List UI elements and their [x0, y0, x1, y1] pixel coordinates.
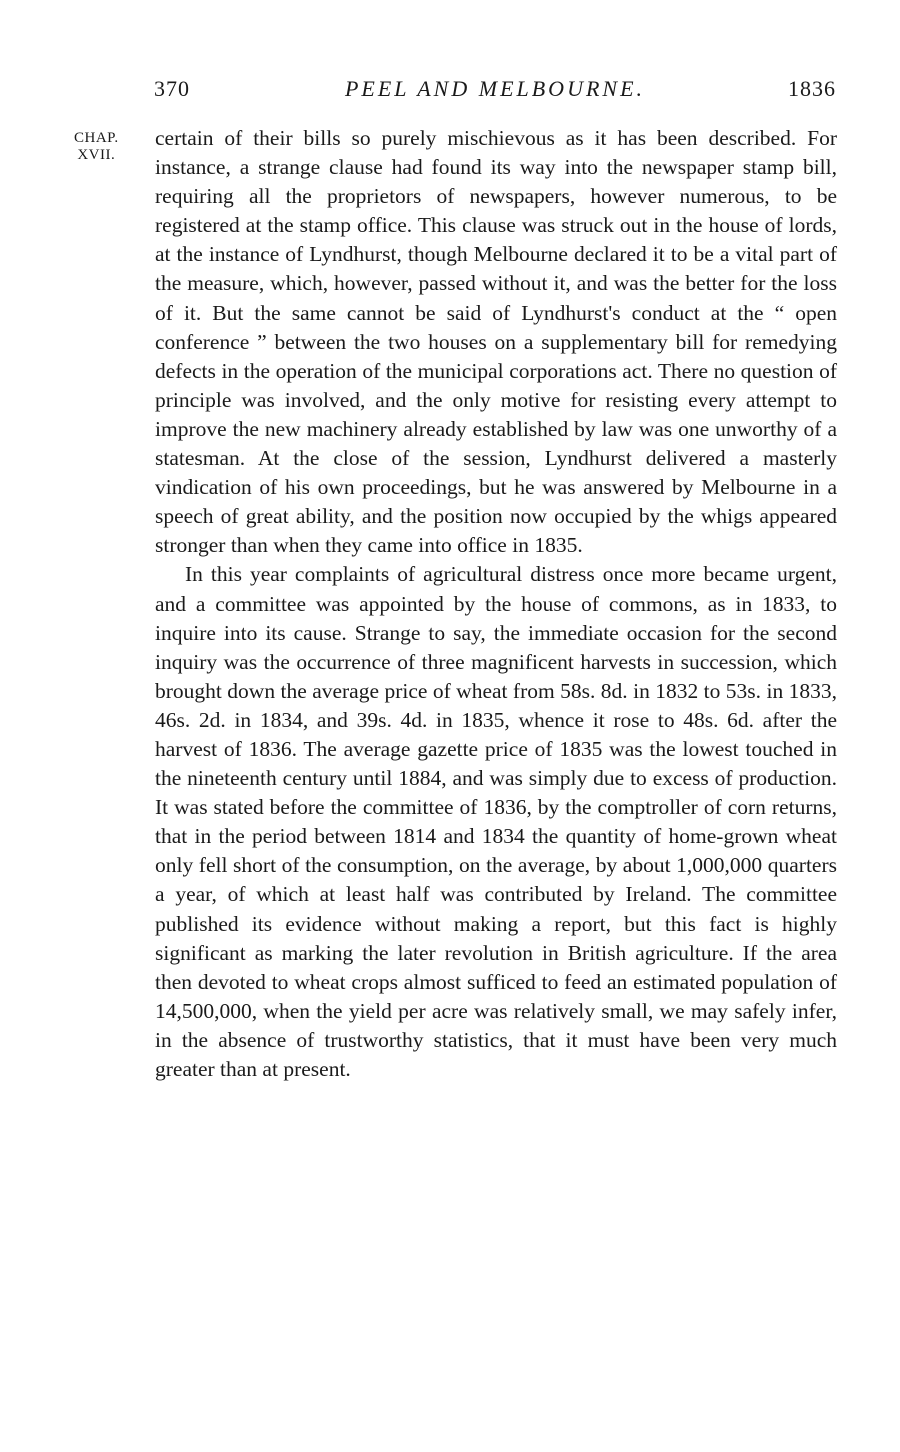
- chapter-label: CHAP.: [74, 130, 119, 146]
- chapter-margin-note: [74, 130, 119, 164]
- running-title: PEEL AND MELBOURNE.: [344, 76, 646, 101]
- running-header: [150, 76, 840, 106]
- paragraph-continued: certain of their bills so purely mischievous as it has been described. For instance, a strange clause had found its way into the newspaper stamp bill, requiring all the proprietors of newspapers, however numerous, to be registered at the stamp office. This clause was struck out in the house of lords, at the instance of Lyndhurst, though Melbourne declared it to be a vital part of the measure, which, however, passed without it, and was the better for the loss of it. But the same cannot be said of Lyndhurst's conduct at the “ open conference ” between the two houses on a supplementary bill for remedying defects in the operation of the municipal corporations act. There no question of principle was involved, and the only motive for resisting every attempt to improve the new machinery already established by law was one unworthy of a statesman. At the close of the session, Lyndhurst delivered a masterly vindication of his own proceedings, but he was answered by Melbourne in a speech of great ability, and the position now occupied by the whigs appeared stronger than when they came into office in 1835.: [155, 126, 837, 558]
- page-number: 370: [154, 76, 190, 101]
- body-text: [155, 124, 837, 1084]
- header-year: 1836: [788, 76, 836, 101]
- chapter-number: XVII.: [77, 147, 116, 163]
- paragraph-agricultural-distress: In this year complaints of agricultural distress once more became urgent, and a committee was appointed by the house of commons, as in 1833, to inquire into its cause. Strange to say, the immediate occasion for the second inquiry was the occurrence of three magnificent harvests in succession, which brought down the average price of wheat from 58s. 8d. in 1832 to 53s. in 1833, 46s. 2d. in 1834, and 39s. 4d. in 1835, whence it rose to 48s. 6d. after the harvest of 1836. The average gazette price of 1835 was the lowest touched in the nineteenth century until 1884, and was simply due to excess of production. It was stated before the committee of 1836, by the comptroller of corn returns, that in the period between 1814 and 1834 the quantity of home-grown wheat only fell short of the consumption, on the average, by about 1,000,000 quarters a year, of which at least half was contributed by Ireland. The committee published its evidence without making a report, but this fact is highly significant as marking the later revolution in British agriculture. If the area then devoted to wheat crops almost sufficed to feed an estimated population of 14,500,000, when the yield per acre was relatively small, we may safely infer, in the absence of trustworthy statistics, that it must have been very much greater than at present.: [155, 562, 837, 1081]
